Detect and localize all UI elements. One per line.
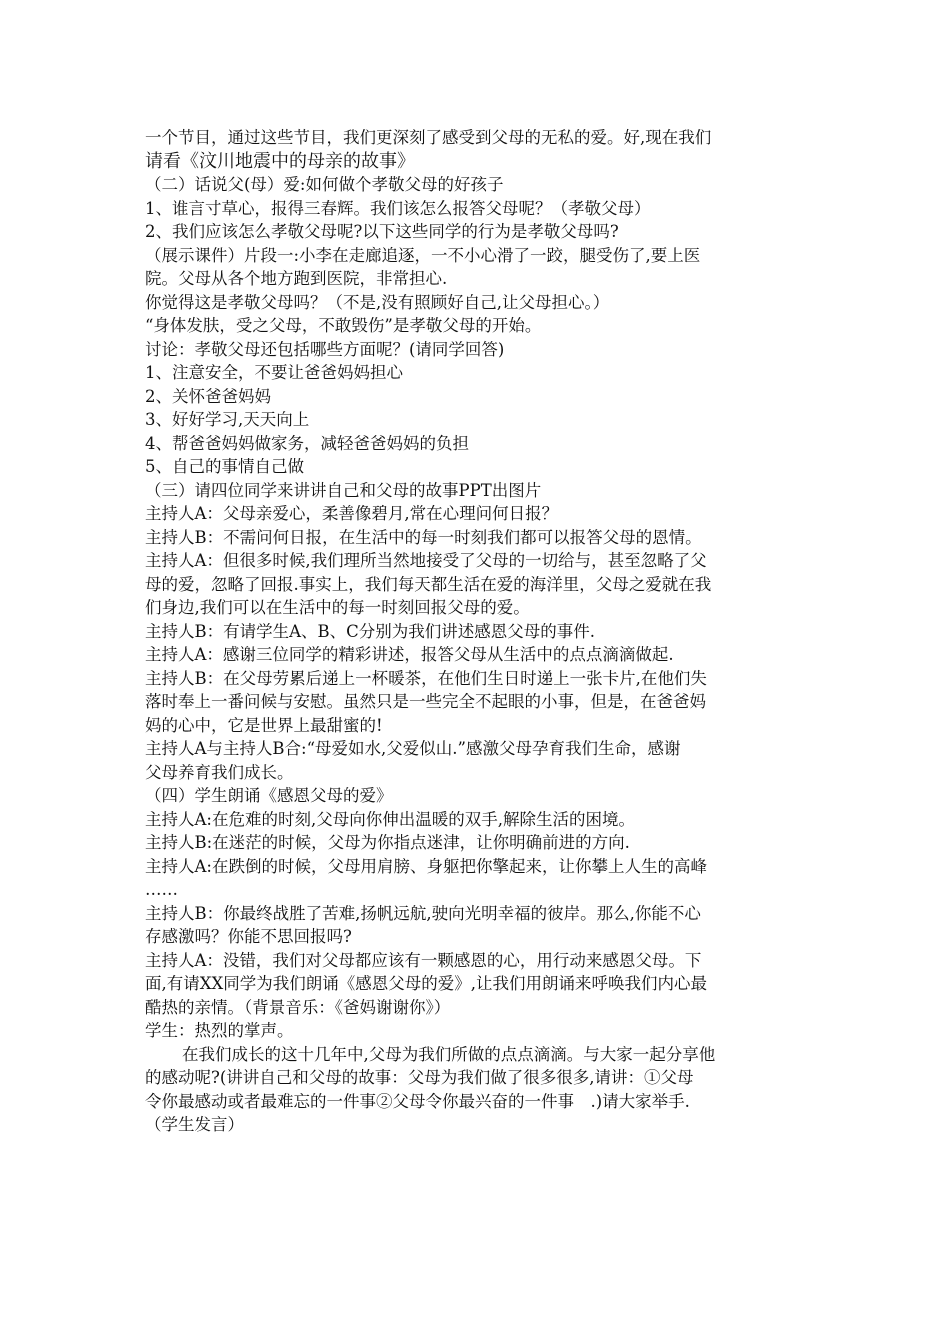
- text-line: （二）话说父(母）爱:如何做个孝敬父母的好孩子: [145, 175, 504, 194]
- text-line: （四）学生朗诵《感恩父母的爱》: [145, 786, 393, 805]
- text-line: 的感动呢?(讲讲自己和父母的故事：父母为我们做了很多很多,请讲：①父母: [145, 1068, 694, 1087]
- text-line: 主持人A:在危难的时刻,父母向你伸出温暖的双手,解除生活的困境。: [145, 809, 635, 829]
- text-line: 一个节目，通过这些节目，我们更深刻了感受到父母的无私的爱。好,现在我们: [145, 128, 712, 147]
- text-line: 主持人B：有请学生A、B、C分别为我们讲述感恩父母的事件.: [145, 621, 596, 641]
- text-line: 2、关怀爸爸妈妈: [145, 386, 271, 406]
- text-line: 3、好好学习,天天向上: [145, 410, 310, 429]
- text-line: 主持人B：你最终战胜了苦难,扬帆远航,驶向光明幸福的彼岸。那么,你能不心: [145, 903, 701, 923]
- text-line: 学生：热烈的掌声。: [145, 1021, 294, 1040]
- text-line: 面,有请XX同学为我们朗诵《感恩父母的爱》,让我们用朗诵来呼唤我们内心最: [145, 974, 707, 993]
- text-line: 讨论：孝敬父母还包括哪些方面呢？(请同学回答): [145, 339, 505, 359]
- text-line: 主持人A：没错，我们对父母都应该有一颗感恩的心，用行动来感恩父母。下: [145, 950, 702, 970]
- text-line: （展示课件）片段一:小李在走廊追逐，一不小心滑了一跤，腿受伤了,要上医: [145, 245, 701, 265]
- text-line: “身体发肤，受之父母，不敢毁伤”是孝敬父母的开始。: [145, 316, 542, 335]
- text-line: 主持人B:在迷茫的时候，父母为你指点迷津，让你明确前进的方向.: [145, 833, 630, 852]
- text-line: 父母养育我们成长。: [145, 762, 294, 782]
- text-line: 主持人B：不需问何日报，在生活中的每一时刻我们都可以报答父母的恩情。: [145, 527, 702, 547]
- text-line: 院。父母从各个地方跑到医院，非常担心.: [145, 269, 448, 288]
- text-line: （学生发言）: [145, 1115, 244, 1134]
- text-line: 主持人A：父母亲爱心，柔善像碧月,常在心理问何日报？: [145, 504, 559, 523]
- text-line: 妈的心中，它是世界上最甜蜜的!: [145, 715, 383, 735]
- text-line: 在我们成长的这十几年中,父母为我们所做的点点滴滴。与大家一起分享他: [182, 1044, 716, 1064]
- text-line: 主持人A：但很多时候,我们理所当然地接受了父母的一切给与，甚至忽略了父: [145, 551, 707, 570]
- text-line: 落时奉上一番问候与安慰。虽然只是一些完全不起眼的小事，但是，在爸爸妈: [145, 692, 706, 711]
- text-line: （三）请四位同学来讲讲自己和父母的故事PPT出图片: [145, 480, 542, 500]
- document-body: [145, 126, 815, 1137]
- text-line: 请看《汶川地震中的母亲的故事》: [145, 150, 415, 172]
- text-line: ……: [145, 880, 178, 899]
- text-line: 1、注意安全，不要让爸爸妈妈担心: [145, 363, 403, 382]
- text-line: 你觉得这是孝敬父母吗？（不是,没有照顾好自己,让父母担心。）: [145, 292, 610, 312]
- text-line: 母的爱，忽略了回报.事实上，我们每天都生活在爱的海洋里，父母之爱就在我: [145, 574, 712, 594]
- text-line: 4、帮爸爸妈妈做家务，减轻爸爸妈妈的负担: [145, 433, 469, 453]
- text-line: 主持人A与主持人B合:“母爱如水,父爱似山.”感激父母孕育我们生命，感谢: [145, 739, 681, 758]
- text-line: 主持人A:在跌倒的时候，父母用肩膀、身躯把你擎起来，让你攀上人生的高峰: [145, 856, 707, 876]
- text-line: 1、谁言寸草心，报得三春辉。我们该怎么报答父母呢？（孝敬父母）: [145, 198, 651, 218]
- text-line: 们身边,我们可以在生活中的每一时刻回报父母的爱。: [145, 598, 530, 617]
- text-line: 2、我们应该怎么孝敬父母呢?以下这些同学的行为是孝敬父母吗?: [145, 222, 619, 241]
- text-line: 存感激吗？你能不思回报吗?: [145, 927, 352, 946]
- text-line: 主持人A：感谢三位同学的精彩讲述，报答父母从生活中的点点滴滴做起.: [145, 645, 674, 664]
- text-line: 主持人B：在父母劳累后递上一杯暖茶，在他们生日时递上一张卡片,在他们失: [145, 668, 707, 688]
- text-line: 5、自己的事情自己做: [145, 457, 304, 476]
- text-line: 酷热的亲情。（背景音乐：《爸妈谢谢你》）: [145, 997, 451, 1017]
- text-line: 令你最感动或者最难忘的一件事②父母令你最兴奋的一件事 .)请大家举手.: [145, 1091, 690, 1111]
